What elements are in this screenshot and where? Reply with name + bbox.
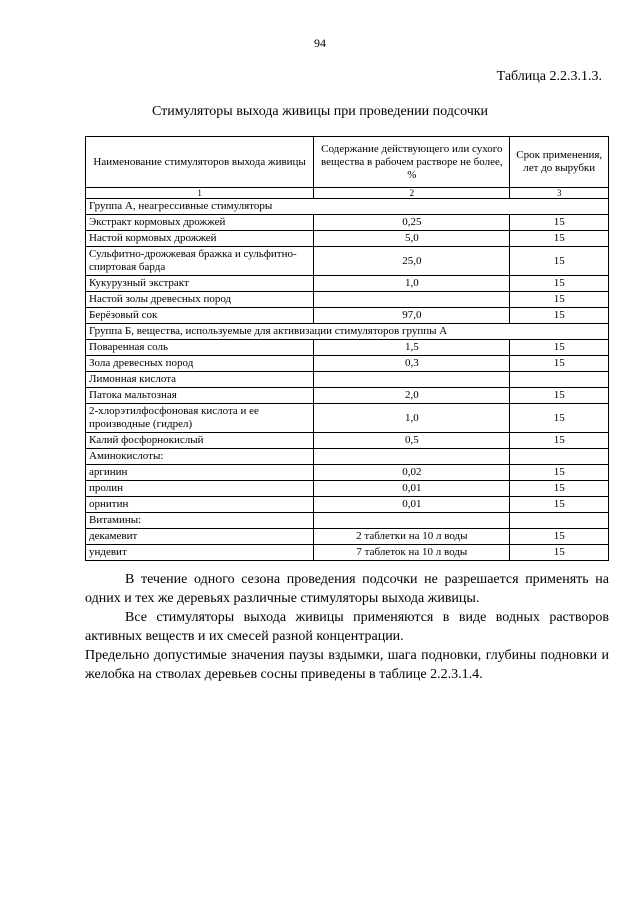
table-row — [86, 215, 609, 231]
table-row — [86, 433, 609, 449]
cell-content: 1,0 — [314, 404, 510, 433]
paragraph: Все стимуляторы выхода живицы применяются в виде водных растворов активных веществ и их смесей разной концентрации. — [85, 610, 609, 644]
cell-term: 15 — [510, 404, 609, 433]
cell-content: 2 таблетки на 10 л воды — [314, 529, 510, 545]
cell-content: 0,01 — [314, 481, 510, 497]
table-row — [86, 404, 609, 433]
cell-name: Патока мальтозная — [86, 388, 314, 404]
cell-name: Берёзовый сок — [86, 308, 314, 324]
table-row — [86, 231, 609, 247]
cell-content: 0,01 — [314, 497, 510, 513]
cell-name: Сульфитно-дрожжевая бражка и сульфитно-спиртовая барда — [86, 247, 314, 276]
cell-content: 25,0 — [314, 247, 510, 276]
cell-name: Поваренная соль — [86, 340, 314, 356]
header-name: Наименование стимуляторов выхода живицы — [86, 137, 314, 188]
table-row — [86, 513, 609, 529]
cell-name: декамевит — [86, 529, 314, 545]
cell-term: 15 — [510, 247, 609, 276]
cell-name: Калий фосфорнокислый — [86, 433, 314, 449]
table-label: Таблица 2.2.3.1.3. — [496, 69, 602, 84]
cell-term: 15 — [510, 465, 609, 481]
cell-content: 97,0 — [314, 308, 510, 324]
group-b-title: Группа Б, вещества, используемые для активизации стимуляторов группы А — [86, 324, 609, 340]
cell-term: 15 — [510, 340, 609, 356]
table-row — [86, 481, 609, 497]
cell-term: 15 — [510, 545, 609, 561]
table-row — [86, 449, 609, 465]
cell-content: 5,0 — [314, 231, 510, 247]
page-number: 94 — [314, 36, 326, 50]
column-number: 3 — [510, 188, 609, 199]
cell-name: Настой золы древесных пород — [86, 292, 314, 308]
cell-content — [314, 449, 510, 465]
cell-term: 15 — [510, 529, 609, 545]
cell-name: Настой кормовых дрожжей — [86, 231, 314, 247]
table-row — [86, 247, 609, 276]
cell-name: орнитин — [86, 497, 314, 513]
cell-content: 2,0 — [314, 388, 510, 404]
cell-term: 15 — [510, 308, 609, 324]
paragraph: В течение одного сезона проведения подсочки не разрешается применять на одних и тех же деревьях различные стимуляторы выхода живицы. — [85, 572, 609, 606]
cell-term: 15 — [510, 388, 609, 404]
column-number: 2 — [314, 188, 510, 199]
cell-name: Лимонная кислота — [86, 372, 314, 388]
cell-name: аргинин — [86, 465, 314, 481]
table-row — [86, 529, 609, 545]
table-title: Стимуляторы выхода живицы при проведении подсочки — [151, 104, 489, 119]
stimulators-table — [85, 136, 609, 561]
cell-term: 15 — [510, 356, 609, 372]
cell-content: 1,0 — [314, 276, 510, 292]
cell-content: 1,5 — [314, 340, 510, 356]
cell-term — [510, 372, 609, 388]
cell-term: 15 — [510, 276, 609, 292]
cell-term: 15 — [510, 292, 609, 308]
cell-term — [510, 449, 609, 465]
cell-term: 15 — [510, 433, 609, 449]
cell-content — [314, 513, 510, 529]
cell-content — [314, 372, 510, 388]
cell-name: Аминокислоты: — [86, 449, 314, 465]
paragraph: Предельно допустимые значения паузы вздымки, шага подновки, глубины подновки и желобка на стволах деревьев сосны приведены в таблице 2.2.3.1.4. — [85, 648, 609, 682]
table-row — [86, 545, 609, 561]
cell-term: 15 — [510, 481, 609, 497]
body-text — [85, 570, 609, 684]
group-a-title: Группа А, неагрессивные стимуляторы — [86, 199, 609, 215]
table-row — [86, 465, 609, 481]
cell-name: 2-хлорэтилфосфоновая кислота и ее производные (гидрел) — [86, 404, 314, 433]
cell-term: 15 — [510, 497, 609, 513]
cell-content: 0,5 — [314, 433, 510, 449]
cell-name: Кукурузный экстракт — [86, 276, 314, 292]
column-number: 1 — [86, 188, 314, 199]
table-row — [86, 356, 609, 372]
cell-content: 0,25 — [314, 215, 510, 231]
cell-content: 7 таблеток на 10 л воды — [314, 545, 510, 561]
cell-name: Витамины: — [86, 513, 314, 529]
cell-name: Зола древесных пород — [86, 356, 314, 372]
cell-name: ундевит — [86, 545, 314, 561]
cell-content: 0,3 — [314, 356, 510, 372]
cell-term — [510, 513, 609, 529]
cell-name: пролин — [86, 481, 314, 497]
cell-term: 15 — [510, 231, 609, 247]
cell-term: 15 — [510, 215, 609, 231]
table-row — [86, 497, 609, 513]
header-term: Срок применения, лет до вырубки — [510, 137, 609, 188]
table-row — [86, 340, 609, 356]
header-content: Содержание действующего или сухого вещества в рабочем растворе не более, % — [314, 137, 510, 188]
table-row — [86, 292, 609, 308]
table-row — [86, 308, 609, 324]
cell-content: 0,02 — [314, 465, 510, 481]
cell-name: Экстракт кормовых дрожжей — [86, 215, 314, 231]
table-row — [86, 372, 609, 388]
table-row — [86, 388, 609, 404]
table-row — [86, 276, 609, 292]
cell-content — [314, 292, 510, 308]
